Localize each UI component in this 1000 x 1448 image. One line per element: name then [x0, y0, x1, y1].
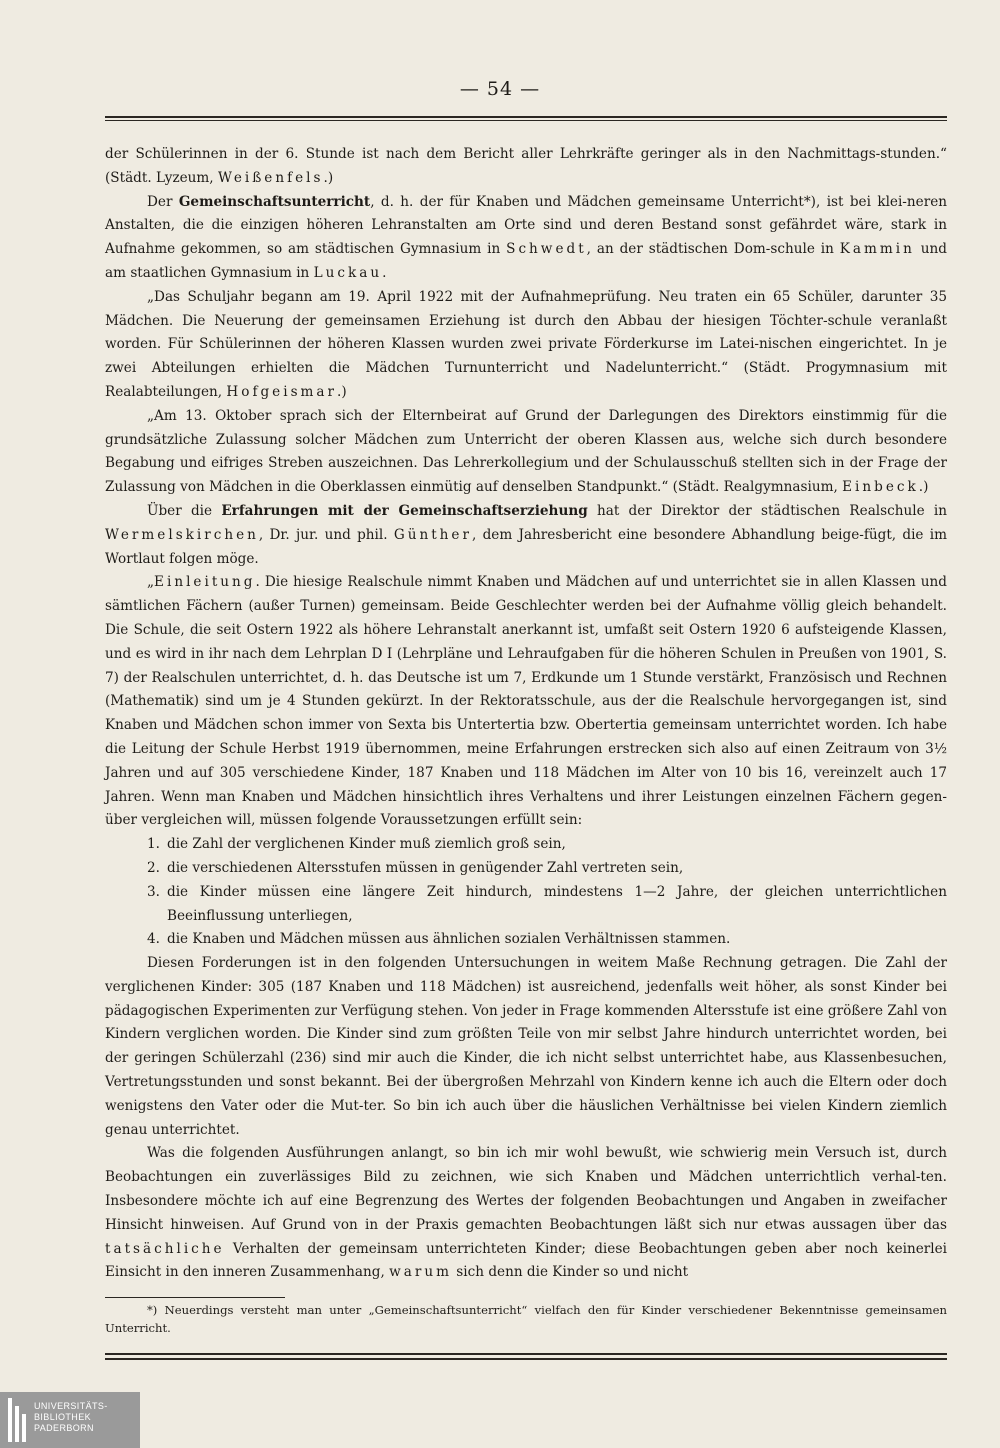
text-run: . [382, 264, 387, 281]
text-run: „ [147, 574, 155, 591]
list-item [147, 881, 947, 929]
list-number: 3. [147, 883, 160, 900]
spaced-name: tatsächliche [105, 1240, 225, 1257]
footnote: *) Neuerdings versteht man unter „Gemeinschaftsunterricht“ vielfach den für Kinder verschiedener Bekenntnisse gemeinsamen Unterricht. [105, 1303, 947, 1335]
logo-line-1: UNIVERSITÄTS- [34, 1401, 108, 1411]
header-rule [105, 116, 947, 121]
list-text: die verschiedenen Altersstufen müssen in genügender Zahl vertreten sein, [167, 859, 684, 876]
list-item [147, 833, 947, 857]
list-text: die Kinder müssen eine längere Zeit hindurch, mindestens 1—2 Jahre, der gleichen unterrichtlichen Beeinflussung unterliegen, [167, 883, 947, 924]
text-run: der Schülerinnen in der 6. Stunde ist nach dem Bericht aller Lehrkräfte geringer als in den Nachmittags-stunden.“ (Städt. Lyzeum, [105, 146, 947, 186]
text-run: Was die folgenden Ausführungen anlangt, so bin ich mir wohl bewußt, wie schwierig mein Versuch ist, durch Beobachtungen ein zuverlässiges Bild zu zeichnen, wie sich Knaben und Mädchen unterrichtlich verhal-ten. Insbesondere möchte ich auf eine Begrenzung des Wertes der folgenden Beobachtungen und Angaben in zweifacher Hinsicht hinweisen. Auf Grund von in der Praxis gemachten Beobachtungen läßt sich nur etwas aussagen über das [105, 1145, 947, 1233]
paragraph [105, 191, 947, 286]
paragraph-group-2 [105, 952, 947, 1285]
paragraph [105, 1142, 947, 1285]
spaced-name: Günther [393, 526, 472, 543]
page-number: — 54 — [459, 78, 541, 100]
text-run: Diesen Forderungen ist in den folgenden Untersuchungen in weitem Maße Rechnung getragen. Die Zahl der verglichenen Kinder: 305 (187 Knaben und 118 Mädchen) ist ausreichend, jedenfalls weit höher, als sonst Kinder bei pädagogischen Experimenten zur Verfügung stehen. Von jeder in Frage kommenden Altersstufe ist eine größere Zahl von Kindern verglichen worden. Die Kinder sind zum größten Teile von mir selbst Jahre hindurch unterrichtet worden, bei der geringen Schülerzahl (236) sind mir auch die Kinder, die ich nicht selbst unterrichtet habe, aus Klassenbesuchen, Vertretungsstunden und sonst bekannt. Bei der übergroßen Mehrzahl von Kindern kenne ich auch die Eltern oder doch wenigstens den Vater oder die Mut-ter. So bin ich auch über die häuslichen Verhältnisse bei vielen Kindern ziemlich genau unterrichtet. [105, 955, 947, 1138]
text-run: , d. h. der für Knaben und Mädchen gemeinsame Unterricht*), ist bei klei-neren Anstalten, die die einzigen höheren Lehranstalten am Orte sind und deren Bestand sonst gefährdet wäre, stark in Aufnahme gekommen, so am städtischen Gymnasium in [105, 193, 947, 258]
list-number: 2. [147, 859, 160, 876]
spaced-name: Weißenfels [217, 169, 324, 186]
list-text: die Knaben und Mädchen müssen aus ähnlichen sozialen Verhältnissen stammen. [167, 931, 731, 948]
text-run: sich denn die Kinder so und nicht [451, 1264, 689, 1281]
footnote-rule [105, 1297, 285, 1298]
text-run: . Die hiesige Realschule nimmt Knaben und Mädchen auf und unterrichtet sie in allen Klassen und sämtlichen Fächern (außer Turnen) gemeinsam. Beide Geschlechter werden bei der Aufnahme völlig gleich behandelt. Die Schule, die seit Ostern 1922 als höhere Lehranstalt anerkannt ist, umfaßt seit Ostern 1920 6 aufsteigende Klassen, und es wird in ihr nach dem Lehrplan D I (Lehrpläne und Lehraufgaben für die höheren Schulen in Preußen von 1901, S. 7) der Realschulen unterrichtet, d. h. das Deutsche ist um 7, Erdkunde um 1 Stunde verstärkt, Französisch und Rechnen (Mathematik) sind um je 4 Stunden gekürzt. In der Rektoratsschule, aus der die Realschule hervorgegangen ist, sind Knaben und Mädchen schon immer von Sexta bis Untertertia bzw. Obertertia gemeinsam unterrichtet worden. Ich habe die Leitung der Schule Herbst 1919 übernommen, meine Erfahrungen erstrecken sich also auf einen Zeitraum von 3½ Jahren und auf 305 verschiedene Kinder, 187 Knaben und 118 Mädchen im Alter von 10 bis 16, vereinzelt auch 17 Jahren. Wenn man Knaben und Mädchen hinsichtlich ihres Verhaltens und ihrer Leistungen einzelnen Fächern gegen-über vergleichen will, müssen folgende Voraussetzungen erfüllt sein: [105, 574, 947, 829]
text-run: .) [323, 169, 334, 186]
spaced-name: Wermelskirchen [105, 526, 259, 543]
footer-rule [105, 1353, 947, 1360]
library-logo [0, 1392, 140, 1448]
spaced-name: Kammin [839, 241, 915, 258]
spaced-name: Einleitung [154, 574, 256, 591]
spaced-name: Schwedt [506, 241, 587, 258]
logo-line-2: BIBLIOTHEK [34, 1412, 92, 1422]
paragraph [105, 405, 947, 500]
paragraph-group-1 [105, 143, 947, 833]
list-number: 1. [147, 836, 160, 853]
paragraph [105, 952, 947, 1142]
text-run: , dem Jahresbericht eine besondere Abhandlung beige-fügt, die im Wortlaut folgen möge. [105, 526, 947, 567]
bold-term: Gemeinschaftsunterricht [178, 193, 371, 210]
text-run: „Am 13. Oktober sprach sich der Elternbeirat auf Grund der Darlegungen des Direktors einstimmig für die grundsätzliche Zulassung solcher Mädchen zum Unterricht der oberen Klassen aus, welche sich durch besondere Begabung und eifriges Streben auszeichnen. Das Lehrerkollegium und der Schulausschuß stellten sich in der Frage der Zulassung von Mädchen in die Oberklassen einmütig auf denselben Standpunkt.“ (Städt. Realgymnasium, [105, 407, 947, 496]
text-run: , an der städtischen Dom-schule in [586, 241, 840, 258]
spaced-name: Einbeck [842, 479, 919, 496]
spaced-name: warum [389, 1264, 452, 1281]
paragraph [105, 571, 947, 833]
text-run: Der [147, 193, 179, 210]
list-number: 4. [147, 931, 160, 948]
paragraph [105, 286, 947, 405]
body-text [105, 143, 947, 1285]
library-logo-icon [8, 1398, 28, 1442]
text-run: .) [918, 479, 929, 496]
text-run: Verhalten der gemeinsam unterrichteten Kinder; diese Beobachtungen geben aber noch keinerlei Einsicht in den inneren Zusammenhang, [105, 1240, 947, 1281]
bold-term: Erfahrungen mit der Gemeinschaftserziehung [221, 502, 588, 519]
list-item [147, 928, 947, 952]
requirements-list [105, 833, 947, 952]
spaced-name: Hofgeismar [226, 383, 338, 400]
logo-line-3: PADERBORN [34, 1423, 94, 1433]
paragraph [105, 143, 947, 191]
paragraph [105, 500, 947, 571]
text-run: Über die [147, 502, 222, 519]
list-text: die Zahl der verglichenen Kinder muß ziemlich groß sein, [167, 836, 566, 853]
list-item [147, 857, 947, 881]
text-run: hat der Direktor der städtischen Realschule in [587, 502, 947, 519]
text-run: .) [337, 383, 347, 400]
text-run: „Das Schuljahr begann am 19. April 1922 mit der Aufnahmeprüfung. Neu traten ein 65 Schüler, darunter 35 Mädchen. Die Neuerung der gemeinsamen Erziehung ist durch den Abbau der hiesigen Töchter-schule veranlaßt worden. Für Schülerinnen der höheren Klassen wurden zwei private Förderkurse im Latei-nischen eingerichtet. In je zwei Abteilungen erhielten die Mädchen Turnunterricht und Nadelunterricht.“ (Städt. Progymnasium mit Realabteilungen, [105, 288, 947, 400]
text-run: , Dr. jur. und phil. [258, 526, 394, 543]
spaced-name: Luckau [313, 264, 383, 281]
text-run: und am staatlichen Gymnasium in [105, 241, 948, 281]
